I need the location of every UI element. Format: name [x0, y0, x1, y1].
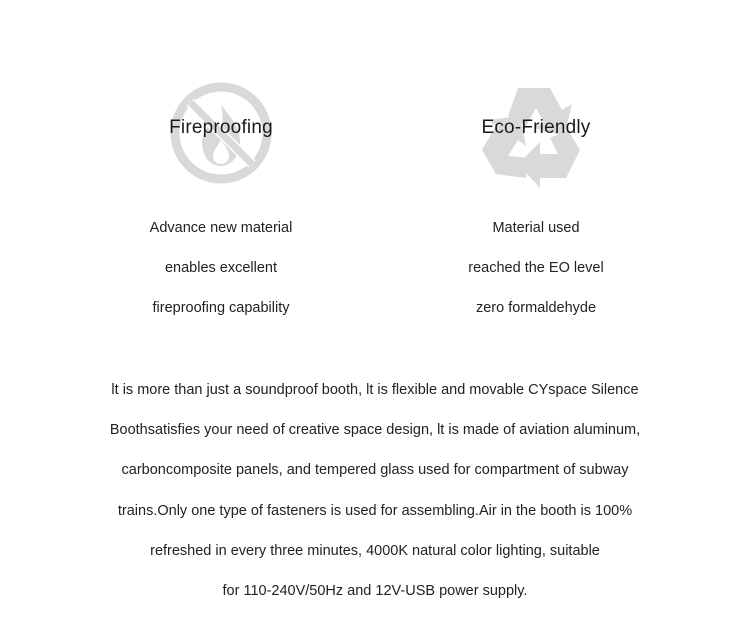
feature-title: Eco-Friendly [481, 117, 591, 138]
feature-line: enables excellent [164, 260, 278, 276]
paragraph-line: for 110-240V/50Hz and 12V-USB power supply. [222, 583, 528, 600]
feature-description [421, 208, 651, 328]
feature-line: reached the EO level [468, 260, 604, 276]
feature-icon-area [421, 80, 651, 190]
feature-eco-friendly [421, 80, 651, 328]
feature-line: Material used [492, 220, 580, 236]
feature-icon-area [106, 80, 336, 190]
paragraph-line: Boothsatisfies your need of creative space design, lt is made of aviation aluminum, [109, 422, 641, 439]
feature-title: Fireproofing [169, 117, 273, 138]
paragraph-line: carboncomposite panels, and tempered glass used for compartment of subway [121, 462, 629, 479]
feature-line: fireproofing capability [152, 300, 290, 316]
feature-fireproofing [106, 80, 336, 328]
feature-description [106, 208, 336, 328]
feature-line: Advance new material [149, 220, 293, 236]
paragraph-line: refreshed in every three minutes, 4000K natural color lighting, suitable [150, 542, 600, 559]
feature-line: zero formaldehyde [475, 300, 597, 316]
product-description-paragraph [60, 370, 690, 611]
paragraph-line: lt is more than just a soundproof booth, lt is flexible and movable CYspace Silence [111, 382, 639, 398]
paragraph-line: trains.Only one type of fasteners is used for assembling.Air in the booth is 100% [117, 502, 633, 519]
